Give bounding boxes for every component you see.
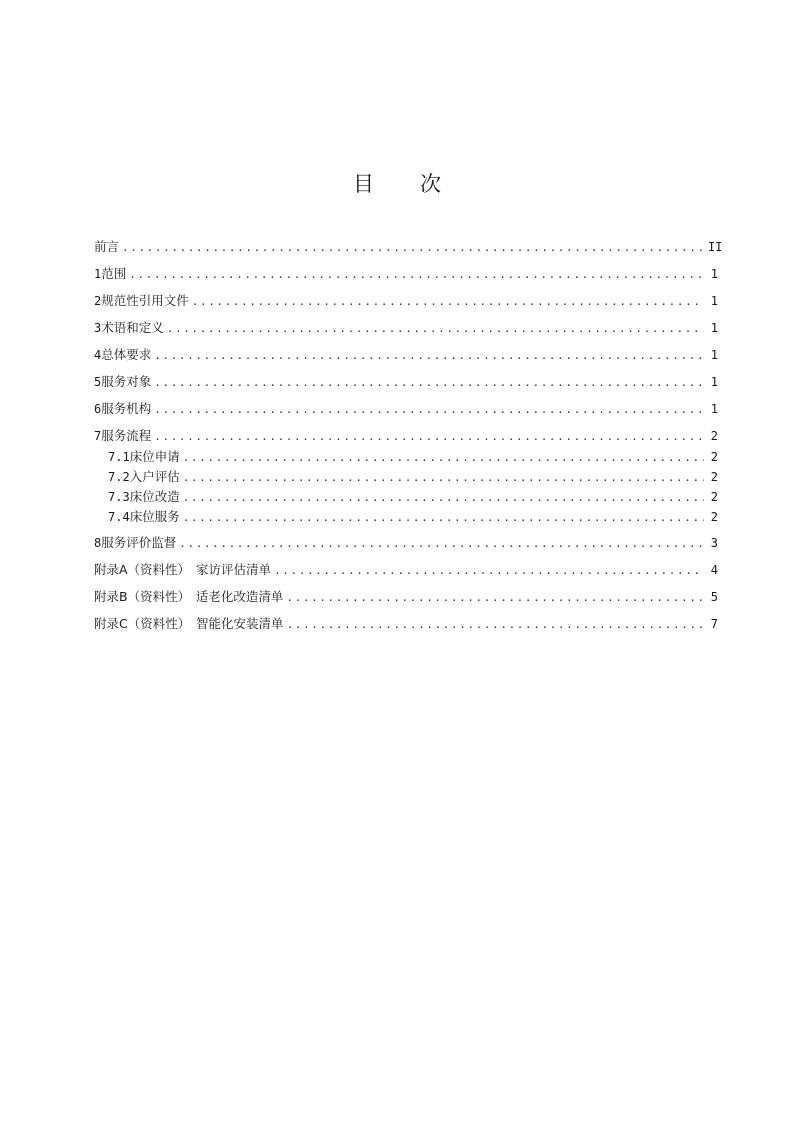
toc-title-char-1: 目 (353, 172, 374, 196)
toc-entry-page: 1 (710, 267, 718, 281)
toc-leader-dots (183, 511, 704, 524)
toc-entry-label: 床位改造 (129, 489, 180, 504)
toc-appendix-tag: 附录B（资料性） (94, 589, 191, 604)
toc-entry-7-2[interactable] (108, 467, 718, 485)
toc-entry-label: 范围 (101, 266, 127, 281)
toc-entry-8[interactable] (94, 533, 718, 551)
toc-entry-page: 2 (710, 429, 718, 443)
toc-leader-dots (183, 491, 704, 504)
toc-entry-number: 4 (94, 348, 102, 362)
toc-entry-page: 3 (710, 536, 718, 550)
toc-leader-dots (122, 241, 704, 254)
toc-entry-page: 2 (710, 450, 718, 464)
toc-leader-dots (287, 618, 704, 631)
toc-entry-label: 适老化改造清单 (195, 589, 284, 604)
toc-entry-page: 2 (710, 490, 718, 504)
toc-entry-page: 7 (710, 617, 718, 631)
toc-leader-dots (129, 268, 704, 281)
toc-entry-label: 床位申请 (129, 449, 180, 464)
toc-entry-page: 5 (710, 590, 718, 604)
toc-entry-7-3[interactable] (108, 487, 718, 505)
toc-entry-label: 服务机构 (101, 401, 152, 416)
toc-entry-foreword[interactable] (94, 237, 723, 255)
toc-entry-label: 服务评价监督 (101, 535, 177, 550)
toc-entry-7[interactable] (94, 426, 718, 444)
toc-leader-dots (154, 430, 704, 443)
toc-leader-dots (183, 471, 704, 484)
toc-entry-page: 2 (710, 470, 718, 484)
toc-entry-page: 1 (710, 402, 718, 416)
toc-entry-3[interactable] (94, 318, 718, 336)
toc-leader-dots (179, 537, 704, 550)
toc-entry-4[interactable] (94, 345, 718, 363)
toc-entry-label: 智能化安装清单 (196, 616, 284, 631)
toc-entry-label: 总体要求 (101, 347, 152, 362)
toc-entry-appendix-a[interactable] (94, 560, 718, 578)
toc-leader-dots (154, 403, 704, 416)
toc-entry-number: 1 (94, 267, 102, 281)
toc-entry-appendix-b[interactable] (94, 587, 718, 605)
toc-appendix-tag: 附录A（资料性） (94, 562, 191, 577)
toc-entry-number: 7 (94, 429, 102, 443)
toc-leader-dots (167, 322, 704, 335)
toc-entry-6[interactable] (94, 399, 718, 417)
toc-appendix-tag: 附录C（资料性） (94, 616, 191, 631)
toc-entry-page: 4 (710, 563, 718, 577)
toc-entry-2[interactable] (94, 291, 718, 309)
toc-leader-dots (274, 564, 704, 577)
toc-leader-dots (192, 295, 704, 308)
toc-title-char-2: 次 (420, 172, 441, 196)
toc-entry-appendix-c[interactable] (94, 614, 718, 632)
toc-entry-number: 7.2 (108, 470, 130, 484)
toc-entry-page: 1 (710, 321, 718, 335)
toc-entry-label: 服务对象 (101, 374, 152, 389)
toc-entry-number: 6 (94, 402, 102, 416)
toc-entry-number: 3 (94, 321, 102, 335)
toc-entry-page: 1 (710, 375, 718, 389)
toc-entry-number: 2 (94, 294, 102, 308)
toc-entry-label: 入户评估 (129, 469, 180, 484)
toc-entry-number: 7.1 (108, 450, 130, 464)
toc-leader-dots (183, 451, 704, 464)
toc-entry-label: 服务流程 (101, 428, 152, 443)
toc-entry-number: 8 (94, 536, 102, 550)
toc-leader-dots (154, 376, 704, 389)
toc-entry-label: 规范性引用文件 (101, 293, 189, 308)
toc-entry-1[interactable] (94, 264, 718, 282)
toc-title (0, 168, 794, 198)
toc-leader-dots (286, 591, 704, 604)
toc-entry-7-1[interactable] (108, 447, 718, 465)
toc-entry-label: 家访评估清单 (196, 562, 272, 577)
toc-entry-5[interactable] (94, 372, 718, 390)
toc-entry-page: 2 (710, 510, 718, 524)
toc-leader-dots (154, 349, 704, 362)
toc-entry-label: 床位服务 (129, 509, 180, 524)
toc-entry-label: 前言 (94, 239, 120, 254)
toc-entry-number: 5 (94, 375, 102, 389)
toc-entry-number: 7.4 (108, 510, 130, 524)
toc-entry-page: 1 (710, 348, 718, 362)
toc-entry-page: II (708, 240, 723, 254)
toc-entry-7-4[interactable] (108, 507, 718, 525)
toc-entry-number: 7.3 (108, 490, 130, 504)
toc-entry-page: 1 (710, 294, 718, 308)
toc-entry-label: 术语和定义 (101, 320, 164, 335)
